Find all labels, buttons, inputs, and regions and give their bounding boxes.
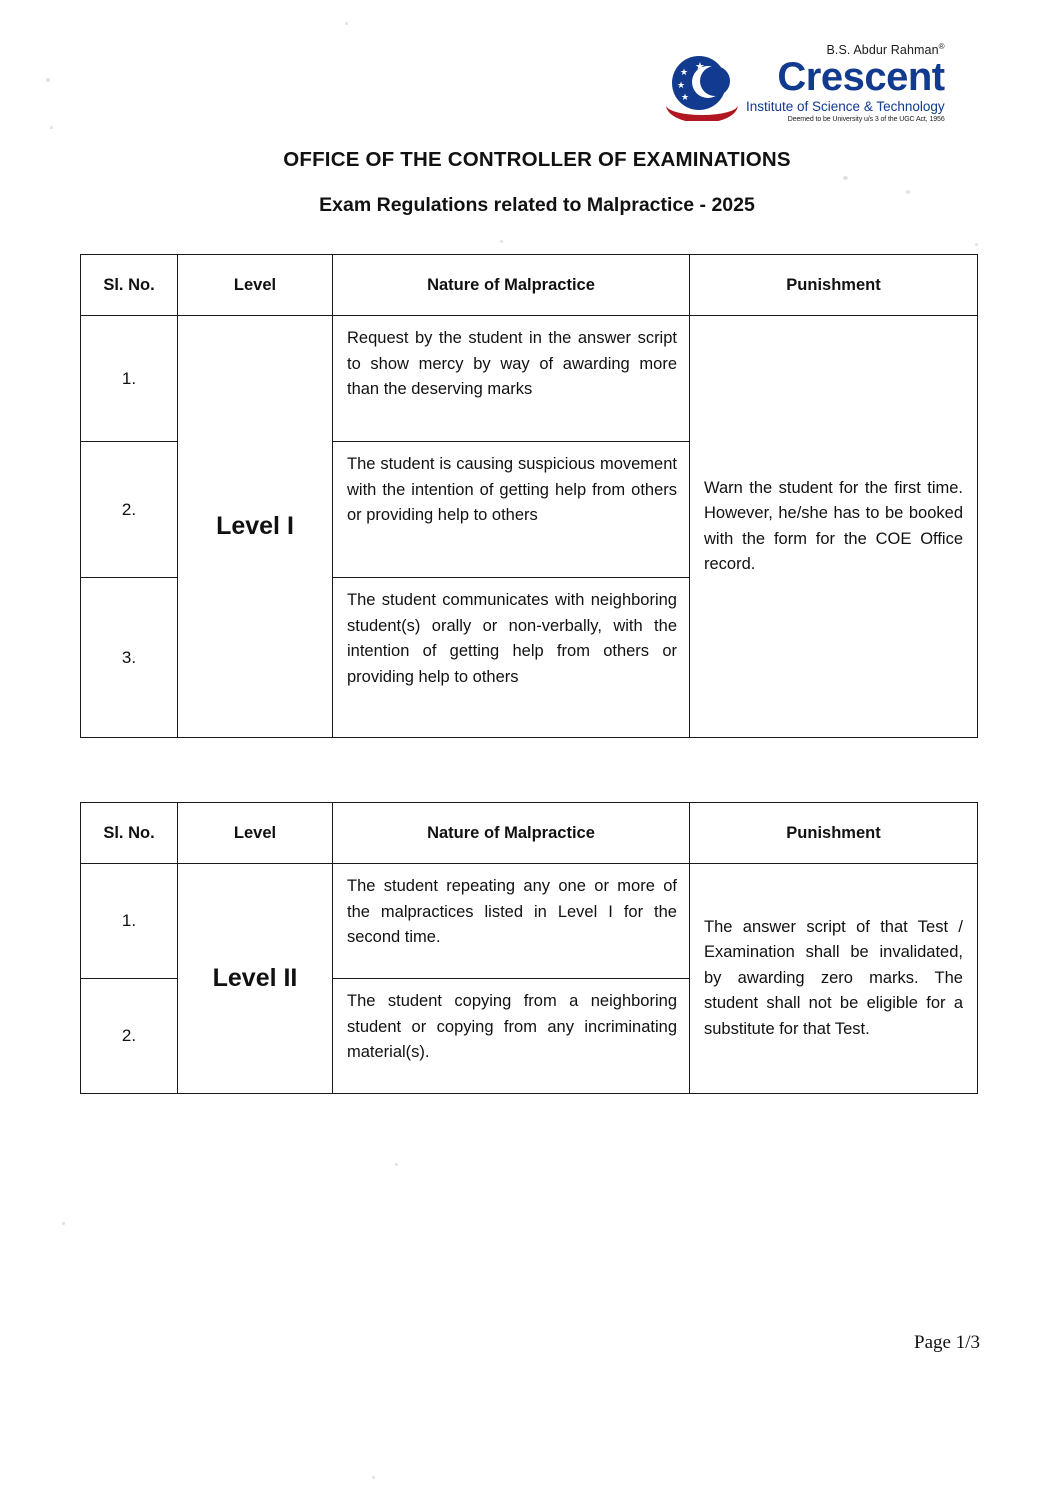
scan-speck [975, 243, 978, 246]
table-row [81, 316, 978, 442]
page-number: Page 1/3 [914, 1332, 980, 1353]
brand-subtitle: Institute of Science & Technology [746, 99, 945, 115]
cell-punishment: Warn the student for the first time. However, he/she has to be booked with the form for the COE Office record. [690, 316, 978, 738]
title-block [0, 148, 1058, 217]
cell-sl-no: 1. [81, 864, 178, 979]
cell-nature: Request by the student in the answer script to show mercy by way of awarding more than the deserving marks [333, 316, 690, 442]
cell-sl-no: 2. [81, 979, 178, 1094]
scan-speck [500, 240, 503, 243]
crescent-logo-icon: ★ ★ ★ ★ [666, 54, 742, 118]
scan-speck [46, 78, 50, 82]
scan-speck [345, 22, 348, 25]
table-row [81, 864, 978, 979]
scan-speck [372, 1476, 375, 1479]
column-header-level: Level [178, 255, 333, 316]
column-header-punishment: Punishment [690, 255, 978, 316]
institution-letterhead [666, 40, 996, 135]
cell-nature: The student communicates with neighboring student(s) orally or non-verbally, with the intention of getting help from others or providing help to others [333, 578, 690, 738]
brand-top-line: B.S. Abdur Rahman® [826, 42, 945, 58]
cell-sl-no: 2. [81, 442, 178, 578]
cell-punishment: The answer script of that Test / Examination shall be invalidated, by awarding zero marks. The student shall not be eligible for a substitute for that Test. [690, 864, 978, 1094]
column-header-punishment: Punishment [690, 803, 978, 864]
cell-level: Level II [178, 864, 333, 1094]
brand-accreditation-note: Deemed to be University u/s 3 of the UGC Act, 1956 [787, 116, 945, 124]
scan-speck [50, 126, 53, 129]
brand-name: Crescent [777, 55, 945, 100]
malpractice-table-level-2 [80, 802, 978, 1094]
column-header-sl-no: Sl. No. [81, 803, 178, 864]
cell-nature: The student repeating any one or more of the malpractices listed in Level I for the second time. [333, 864, 690, 979]
table-header-row [81, 255, 978, 316]
column-header-level: Level [178, 803, 333, 864]
column-header-nature: Nature of Malpractice [333, 803, 690, 864]
column-header-nature: Nature of Malpractice [333, 255, 690, 316]
table-header-row [81, 803, 978, 864]
cell-sl-no: 1. [81, 316, 178, 442]
page-title: OFFICE OF THE CONTROLLER OF EXAMINATIONS [283, 148, 791, 171]
cell-level: Level I [178, 316, 333, 738]
scan-speck [395, 1163, 398, 1166]
cell-nature: The student copying from a neighboring student or copying from any incriminating material(s). [333, 979, 690, 1094]
scan-speck [62, 1222, 65, 1225]
malpractice-table-level-1 [80, 254, 978, 738]
cell-sl-no: 3. [81, 578, 178, 738]
cell-nature: The student is causing suspicious movement with the intention of getting help from others or providing help to others [333, 442, 690, 578]
column-header-sl-no: Sl. No. [81, 255, 178, 316]
page-subtitle: Exam Regulations related to Malpractice - 2025 [319, 194, 755, 216]
